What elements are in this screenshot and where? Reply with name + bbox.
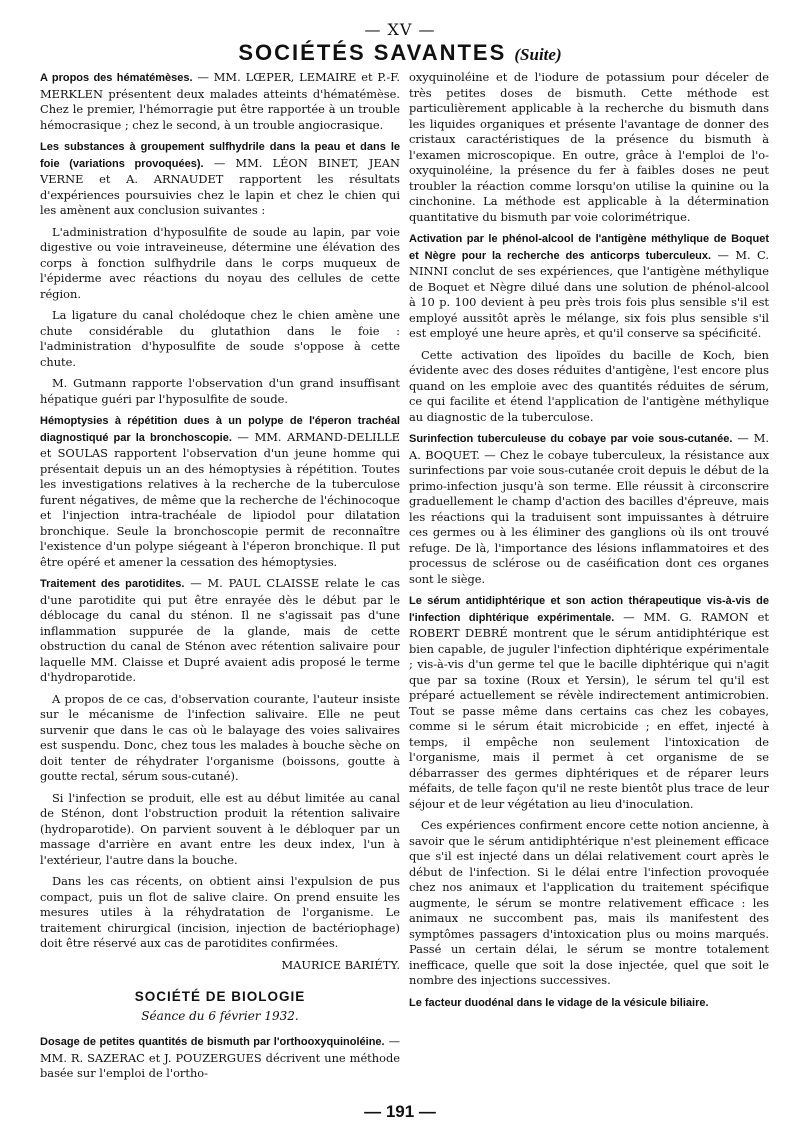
article-surinfection xyxy=(409,431,769,587)
article-text: — M. A. BOQUET. — Chez le cobaye tuberculeux, la résistance aux surinfections par voie sous-cutanée croit depuis le début de la primo-infection jusqu'à son terme. Elle réussit à circonscrire graduellement le champ d'action des bacilles d'épreuve, mais les réactions qui la traduisent sont impuissantes à détruire ces germes ou à les éliminer des ganglions où ils ont trouvé refuge. De là, l'importance des lésions inflammatoires et des processus de sclérose ou de caséification dont ces organes sont le siège. xyxy=(409,431,769,586)
section-heading: SOCIÉTÉ DE BIOLOGIE xyxy=(134,989,306,1004)
right-column xyxy=(409,70,769,1100)
article-paragraph: Cette activation des lipoïdes du bacille de Koch, bien évidente avec des doses réduites d'antigène, l'est encore plus quand on les emploie avec des quantités réduites de sérum, ce qui facilite et étend l'application de l'antigène méthylique au diagnostic de la tuberculose. xyxy=(409,347,769,424)
article-heading: Traitement des parotidites. xyxy=(40,578,185,590)
article-heading: Le sérum antidiphtérique et son action thérapeutique vis-à-vis de l'infection diphtérique expérimentale. xyxy=(409,595,769,624)
article-text: — MM. R. SAZERAC et J. POUZERGUES décrivent une méthode basée sur l'emploi de l'ortho- xyxy=(40,1034,400,1080)
article-hemoptysies xyxy=(40,413,400,570)
article-heading: Dosage de petites quantités de bismuth par l'orthooxyquinoléine. xyxy=(40,1036,385,1048)
article-paragraph: A propos de ce cas, d'observation courante, l'auteur insiste sur le mécanisme de l'infection salivaire. Elle ne peut survenir que dans le cas où le balayage des voies salivaires est suspendu. Donc, chez tous les malades à bouche sèche on doit tenter de réhydrater l'organisme (boissons, goutte à goutte rectal, sérum sous-cutané). xyxy=(40,691,400,783)
roman-page-number: — XV — xyxy=(364,20,436,39)
article-text: — M. C. NINNI conclut de ses expériences, que l'antigène méthylique de Boquet et Nègre dilué dans une solution de phénol-alcool à 10 p. 100 devient à peu près trois fois plus sensible s'il est employé aussitôt après le mélange, six fois plus sensible s'il est employé une heure après, et qu'il conserve sa spécificité. xyxy=(409,247,769,340)
article-heading: Activation par le phénol-alcool de l'antigène méthylique de Boquet et Nègre pour la recherche des anticorps tuberculeux. xyxy=(409,233,769,262)
article-paragraph: Si l'infection se produit, elle est au début limitée au canal de Sténon, dont l'obstruction produit la rétention salivaire (hydroparotide). On parvient souvent à le débloquer par un massage d'arrière en avant entre les deux index, l'un à l'extérieur, l'autre dans la bouche. xyxy=(40,790,400,867)
seance-date: Séance du 6 février 1932. xyxy=(141,1008,299,1023)
article-bismuth xyxy=(40,1034,400,1082)
article-heading: Le facteur duodénal dans le vidage de la vésicule biliaire. xyxy=(409,996,709,1009)
article-paragraph: Ces expériences confirment encore cette notion ancienne, à savoir que le sérum antidiphtérique n'est pleinement efficace que s'il est injecté dans un délai relativement court après le début de l'infection. Si le délai entre l'infection provoquée chez nos animaux et l'application du traitement spécifique augmente, le sérum se montre relativement efficace : les animaux ne succombent pas, mais ils manifestent des symptômes passagers d'intoxication plus ou moins marqués. Passé un certain délai, le sérum se montre totalement inefficace, quelle que soit la dose injectée, quel que soit le nombre des injections successives. xyxy=(409,818,769,987)
article-heading: A propos des hématémèses. xyxy=(40,72,193,84)
article-heading: Les substances à groupement sulfhydrile dans la peau et dans le foie (variations provoquées). xyxy=(40,141,400,170)
page-number: — 191 — xyxy=(364,1102,436,1121)
article-antigene xyxy=(409,231,769,342)
article-heading: Surinfection tuberculeuse du cobaye par voie sous-cutanée. xyxy=(409,433,733,445)
article-paragraph: M. Gutmann rapporte l'observation d'un grand insuffisant hépatique guéri par l'hyposulfite de soude. xyxy=(40,376,400,406)
article-paragraph: La ligature du canal cholédoque chez le chien amène une chute considérable du glutathion dans le foie : l'administration d'hyposulfite de soude s'oppose à cette chute. xyxy=(40,308,400,369)
article-paragraph: L'administration d'hyposulfite de soude au lapin, par voie digestive ou voie intraveineuse, détermine une élévation des corps à fonction sulfhydrile dans le corps muqueux de l'épiderme avec réactions du noyau des cellules de cette région. xyxy=(40,224,400,301)
left-column xyxy=(40,70,400,1100)
title-suffix: (Suite) xyxy=(514,45,562,64)
article-serum xyxy=(409,593,769,812)
article-duodenal xyxy=(409,995,769,1012)
article-heading: Hémoptysies à répétition dues à un polype de l'éperon trachéal diagnostiqué par la bronchoscopie. xyxy=(40,415,400,444)
article-text: — MM. ARMAND-DELILLE et SOULAS rapportent l'observation d'un jeune homme qui présentait depuis un an des hémoptysies à répétition. Toutes les investigations relatives à la recherche de la tuberculose furent négatives, de même que la recherche de l'échinocoque et l'injection intra-trachéale de lipiodol pour dilatation bronchique. Seule la bronchoscopie permit de reconnaître l'existence d'un polype siégeant à l'éperon bronchique. Il put être opéré et amener la cessation des hémoptysies. xyxy=(40,429,400,569)
article-paragraph: Dans les cas récents, on obtient ainsi l'expulsion de pus compact, puis un flot de salive claire. On prend ensuite les mesures utiles à la réhydratation de l'organisme. Le traitement chirurgical (incision, injection de bactériophage) doit être réservé aux cas de parotidites confirmées. xyxy=(40,874,400,950)
article-text: — MM. LŒPER, LEMAIRE et P.-F. MERKLEN présentent deux malades atteints d'hématémèse. Chez le premier, l'hémorragie put être rapportée à un trouble hémocrasique ; chez le second, à un trouble angiocrasique. xyxy=(40,70,400,132)
article-parotidites xyxy=(40,576,400,686)
article-hematemeses xyxy=(40,70,400,133)
article-text: — M. PAUL CLAISSE relate le cas d'une parotidite qui put être enrayée dès le début par le déblocage du canal du sténon. Il ne s'agissait pas d'une inflammation suppurée de la glande, mais de cette obstruction du canal de Sténon avec rétention salivaire pour laquelle MM. Claisse et Dupré avaient adis proposé le terme d'hydroparotide. xyxy=(40,576,400,684)
author-signature: MAURICE BARIÉTY. xyxy=(281,957,400,972)
article-text: — MM. G. RAMON et ROBERT DEBRÉ montrent que le sérum antidiphtérique est bien capable, de juguler l'infection diphtérique expérimentale ; vis-à-vis d'un germe tel que le bacille diphtérique qui n'agit que par sa toxine (Roux et Yersin), le sérum tel qu'il est préparé actuellement se révèle indirectement antimicrobien. Tout se passe même dans certains cas chez les cobayes, comme si le sérum était microbicide ; en effet, injecté à temps, il empêche non seulement l'intoxication de l'organisme, mais il permet à cet organisme de se débarrasser des germes diphtériques et de réparer leurs méfaits, de telle façon qu'il ne reste bientôt plus trace de leur séjour et de leur végétation au lieu d'inoculation. xyxy=(409,609,769,811)
article-continuation: oxyquinoléine et de l'iodure de potassium pour déceler de très petites doses de bismuth. Cette méthode est particulièrement applicable à la recherche du bismuth dans les liquides organiques et présente l'avantage de donner des cristaux caractéristiques de la présence du bismuth à l'examen microscopique. En outre, grâce à l'emploi de l'o-oxyquinoléine, la présence du fer à faibles doses ne peut troubler la réaction comme lorsqu'on utilise la quinine ou la cinchonine. La méthode est applicable à la détermination quantitative du bismuth par voie colorimétrique. xyxy=(409,70,769,224)
article-sulfhydrile xyxy=(40,139,400,219)
article-text: — MM. LÉON BINET, JEAN VERNE et A. ARNAUDET rapportent les résultats d'expériences poursuivies chez le lapin et chez le chien qui les amènent aux conclusion suivantes : xyxy=(40,155,400,217)
page-title xyxy=(0,40,800,66)
title-main: SOCIÉTÉS SAVANTES xyxy=(238,40,507,65)
